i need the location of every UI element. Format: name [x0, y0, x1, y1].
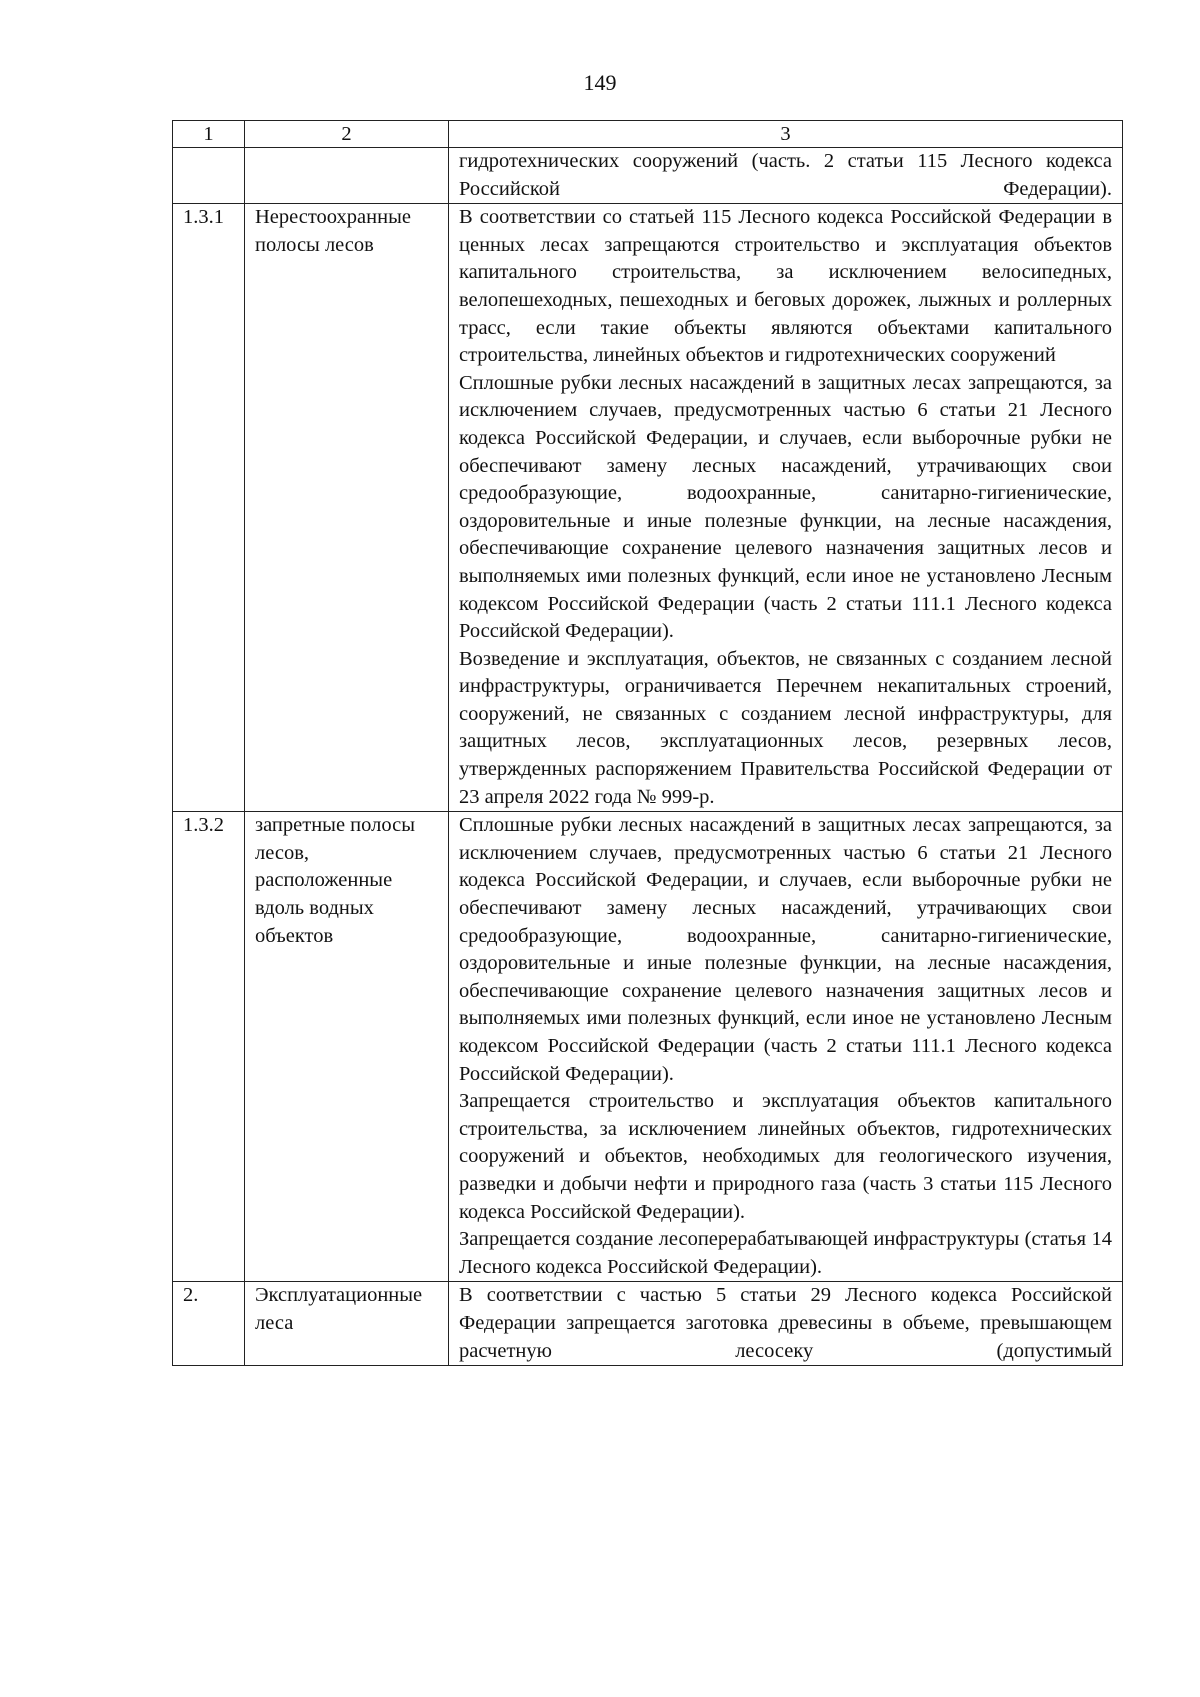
regulation-paragraph: В соответствии со статьей 115 Лесного кодекса Российской Федерации в ценных лесах запрещаются строительство и эксплуатация объектов капитального строительства, за исключением велосипедных, велопешеходных, пешеходных и беговых дорожек, лыжных и роллерных трасс, если такие объекты являются объектами капитального строительства, линейных объектов и гидротехнических сооружений — [459, 206, 1112, 367]
regulation-paragraph: гидротехнических сооружений (часть. 2 статьи 115 Лесного кодекса Российской Федерации). — [459, 150, 1112, 200]
regulation-paragraph: В соответствии с частью 5 статьи 29 Лесного кодекса Российской Федерации запрещается заготовка древесины в объеме, превышающем расчетную лесосеку (допустимый — [459, 1284, 1112, 1362]
column-header-1: 1 — [173, 121, 245, 148]
regulations-table — [172, 120, 1123, 1366]
table-row — [173, 148, 1123, 204]
regulation-text — [449, 812, 1123, 1282]
row-number — [173, 148, 245, 204]
page-number: 149 — [583, 70, 617, 95]
column-header-3: 3 — [449, 121, 1123, 148]
table-header-row — [173, 121, 1123, 148]
table-row — [173, 204, 1123, 812]
forest-category: Нерестоохранные полосы лесов — [245, 204, 449, 812]
forest-category: запретные полосы лесов, расположенные вдоль водных объектов — [245, 812, 449, 1282]
row-number: 2. — [173, 1282, 245, 1366]
regulation-text — [449, 1282, 1123, 1366]
regulation-paragraph: Возведение и эксплуатация, объектов, не связанных с созданием лесной инфраструктуры, ограничивается Перечнем некапитальных строений, сооружений, не связанных с созданием лесной инфраструктуры, для защитных лесов, эксплуатационных лесов, резервных лесов, утвержденных распоряжением Правительства Российской Федерации от 23 апреля 2022 года № 999-р. — [459, 647, 1112, 808]
regulation-paragraph: Запрещается строительство и эксплуатация объектов капитального строительства, за исключением линейных объектов, гидротехнических сооружений и объектов, необходимых для геологического изучения, разведки и добычи нефти и природного газа (часть 3 статьи 115 Лесного кодекса Российской Федерации). — [459, 1090, 1112, 1223]
regulation-paragraph: Сплошные рубки лесных насаждений в защитных лесах запрещаются, за исключением случаев, предусмотренных частью 6 статьи 21 Лесного кодекса Российской Федерации, и случаев, если выборочные рубки не обеспечивают замену лесных насаждений, утрачивающих свои средообразующие, водоохранные, санитарно-гигиенические, оздоровительные и иные полезные функции, на лесные насаждения, обеспечивающие сохранение целевого назначения защитных лесов и выполняемых ими полезных функций, если иное не установлено Лесным кодексом Российской Федерации (часть 2 статьи 111.1 Лесного кодекса Российской Федерации). — [459, 814, 1112, 1085]
table-row — [173, 812, 1123, 1282]
regulation-text — [449, 148, 1123, 204]
row-number: 1.3.1 — [173, 204, 245, 812]
table-row — [173, 1282, 1123, 1366]
forest-category: Эксплуатационные леса — [245, 1282, 449, 1366]
regulation-text — [449, 204, 1123, 812]
regulation-paragraph: Запрещается создание лесоперерабатывающей инфраструктуры (статья 14 Лесного кодекса Российской Федерации). — [459, 1228, 1112, 1278]
column-header-2: 2 — [245, 121, 449, 148]
row-number: 1.3.2 — [173, 812, 245, 1282]
regulation-paragraph: Сплошные рубки лесных насаждений в защитных лесах запрещаются, за исключением случаев, предусмотренных частью 6 статьи 21 Лесного кодекса Российской Федерации, и случаев, если выборочные рубки не обеспечивают замену лесных насаждений, утрачивающих свои средообразующие, водоохранные, санитарно-гигиенические, оздоровительные и иные полезные функции, на лесные насаждения, обеспечивающие сохранение целевого назначения защитных лесов и выполняемых ими полезных функций, если иное не установлено Лесным кодексом Российской Федерации (часть 2 статьи 111.1 Лесного кодекса Российской Федерации). — [459, 371, 1112, 643]
forest-category — [245, 148, 449, 204]
